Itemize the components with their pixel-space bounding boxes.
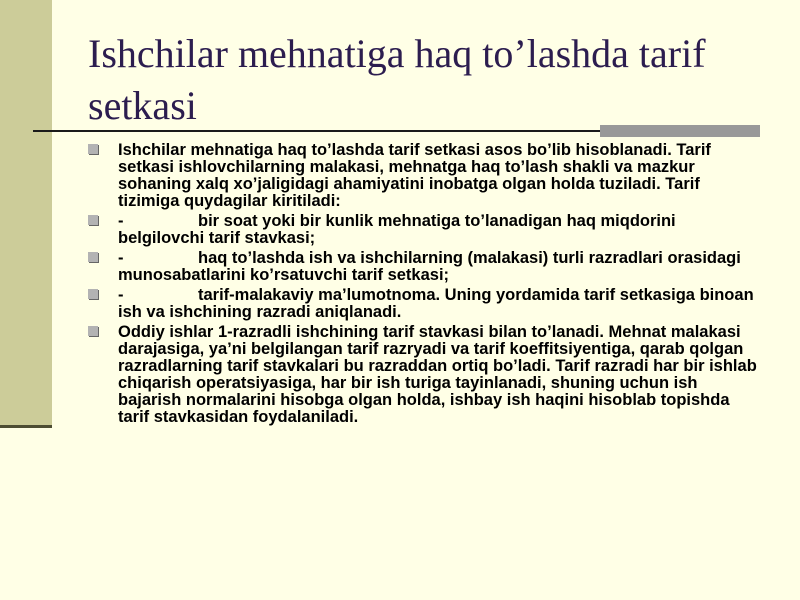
bullet-text: bir soat yoki bir kunlik mehnatiga to’lanadigan haq miqdorini belgilovchi tarif stavkasi; <box>118 212 676 247</box>
bullet-text: Ishchilar mehnatiga haq to’lashda tarif setkasi asos bo’lib hisoblanadi. Tarif setkasi ishlovchilarning malakasi, mehnatga haq to’lash shakli va mazkur sohaning xalq xo’jaligidagi ahamiyatini inobatga olgan holda tuziladi. Tarif tizimiga quydagilar kiritiladi: <box>118 141 711 210</box>
bullet-text: Oddiy ishlar 1-razradli ishchining tarif stavkasi bilan to’lanadi. Mehnat malakasi darajasiga, ya’ni belgilangan tarif razryadi va tarif koeffitsiyentiga, qarab qolgan razradlarning tarif stavkalari bu razraddan ortiq bo’ladi. Tarif razradi har bir ishlab chiqarish operatsiyasiga, har bir ish turiga tayinlanadi, shuning uchun ish bajarish normalarini hisobga olgan holda, ishbay ish haqini hisoblab topishda tarif stavkasidan foydalaniladi. <box>118 323 757 426</box>
bullet-dash: - <box>118 249 124 267</box>
left-decorative-band <box>0 0 52 425</box>
bullet-item-qualification-reference <box>88 287 760 321</box>
bullet-item-tariff-rate <box>88 213 760 247</box>
bullet-item-first-grade <box>88 324 760 426</box>
slide-title: Ishchilar mehnatiga haq to’lashda tarif setkasi <box>88 31 706 128</box>
bullet-dash: - <box>118 286 124 304</box>
left-band-edge <box>0 425 52 428</box>
slide-bullet-list <box>88 142 760 429</box>
square-bullet-icon <box>88 144 98 154</box>
square-bullet-icon <box>88 252 98 262</box>
bullet-item-tariff-grid <box>88 250 760 284</box>
bullet-item-intro <box>88 142 760 210</box>
square-bullet-icon <box>88 289 98 299</box>
bullet-dash: - <box>118 212 124 230</box>
bullet-text: tarif-malakaviy ma’lumotnoma. Uning yordamida tarif setkasiga binoan ish va ishchining razradi aniqlanadi. <box>118 286 754 321</box>
square-bullet-icon <box>88 215 98 225</box>
bullet-text: haq to’lashda ish va ishchilarning (malakasi) turli razradlari orasidagi munosabatlarini ko’rsatuvchi tarif setkasi; <box>118 249 741 284</box>
square-bullet-icon <box>88 326 98 336</box>
title-divider-bar <box>600 125 760 137</box>
